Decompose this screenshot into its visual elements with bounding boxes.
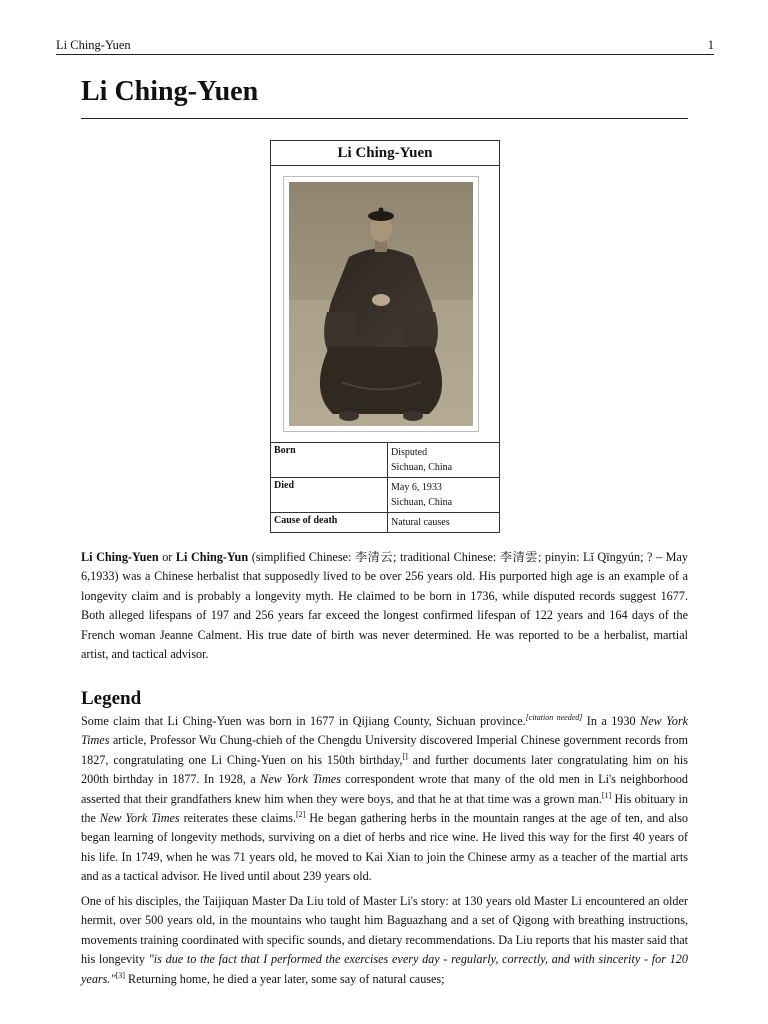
died-value-line: May 6, 1933 [391, 482, 442, 493]
text-run: reiterates these claims. [179, 811, 296, 826]
running-header [56, 38, 714, 55]
reference-link[interactable]: [2] [296, 809, 306, 819]
newspaper-name: New York Times [260, 772, 341, 787]
text-run: (simplified Chinese: 李清云; traditional Chinese: 李清雲; pinyin: Lǐ Qīngyún; ? – May 6,1933) was a Chinese herbalist that supposedly lived to be over 256 years old. His purported high age is an example of a longevity claim and is probably a longevity myth. He claimed to be born in 1736, while disputed records suggest 1677. Both alleged lifespans of 197 and 256 years far exceed the longest confirmed lifespan of 122 years and 164 days of the French woman Jeanne Calment. His true date of birth was never determined. He was reported to be a herbalist, martial artist, and tactical advisor. [81, 550, 688, 662]
infobox-label: Died [271, 478, 388, 512]
text-run: article, Professor Wu Chung-chieh of the Chengdu University discovered Imperial Chinese government records from 1827, congratulating one Li Ching-Yuen on his 150th birthday, [81, 733, 688, 767]
text-run: Some claim that Li Ching-Yuen was born in 1677 in Qijiang County, Sichuan province. [81, 714, 526, 728]
text-run: One of his disciples, the Taijiquan Master Da Liu told of Master Li's story: at 130 years old Master Li encountered an older hermit, over 500 years old, in the mountains who taught him Baguazhang and a set of Qigong with breathing instructions, movements training coordinated with specific sounds, and dietary recommendations. Da Liu reports that his master said that his longevity [81, 894, 688, 967]
text-run: He began gathering herbs in the mountain ranges at the age of ten, and also began learning of longevity methods, surviving on a diet of herbs and rice wine. He lived this way for the first 40 years of his life. In 1749, when he was 71 years old, he moved to Kai Xian to join the Chinese army as a teacher of the martial arts and as a tactical advisor. He lived until about 239 years old. [81, 811, 688, 884]
running-header-title: Li Ching-Yuen [56, 38, 131, 52]
infobox-value [388, 478, 499, 512]
died-value-line: Sichuan, China [391, 497, 453, 508]
infobox-row-born [271, 443, 499, 478]
article-title: Li Ching-Yuen [81, 76, 259, 107]
reference-link[interactable]: [3] [115, 970, 125, 980]
infobox [270, 140, 500, 533]
text-run: In a 1930 [582, 714, 640, 728]
infobox-row-died [271, 478, 499, 513]
disciples-paragraph [81, 892, 688, 989]
infobox-label: Cause of death [271, 513, 388, 532]
newspaper-name: New York Times [99, 811, 180, 826]
cause-value-line: Natural causes [391, 517, 450, 528]
newspaper-name: New York Times [81, 714, 688, 748]
page-number: 1 [707, 38, 714, 52]
quotation: "is due to the fact that I performed the exercises every day - regularly, correctly, and with sincerity - for 120 years." [81, 952, 688, 986]
infobox-row-cause-of-death [271, 513, 499, 532]
born-value-line: Disputed [391, 447, 428, 458]
reference-link[interactable]: [] [402, 751, 408, 761]
text-run: correspondent wrote that many of the old men in Li's neighborhood asserted that their grandfathers knew him when they were boys, and that he at that time was a grown man. [81, 772, 688, 806]
intro-paragraph [81, 548, 688, 664]
portrait-photo [289, 182, 473, 426]
subject-alt-name: Li Ching-Yun [175, 550, 249, 564]
infobox-label: Born [271, 443, 388, 477]
born-value-line: Sichuan, China [391, 462, 453, 473]
section-heading-legend: Legend [81, 688, 142, 709]
reference-link[interactable]: [1] [601, 790, 612, 800]
infobox-value [388, 513, 499, 532]
subject-name: Li Ching-Yuen [81, 550, 159, 564]
title-rule [81, 118, 688, 119]
infobox-image-cell [271, 166, 499, 443]
legend-paragraph [81, 712, 688, 887]
text-run: His obituary in the [81, 791, 688, 826]
text-run: or [158, 550, 176, 564]
infobox-caption: Li Ching-Yuen [271, 141, 499, 166]
citation-needed-link[interactable]: [citation needed] [525, 712, 583, 722]
infobox-value [388, 443, 499, 477]
portrait-frame [283, 176, 479, 432]
text-run: and further documents later congratulating him on his 200th birthday in 1877. In 1928, a [81, 752, 688, 787]
text-run: Returning home, he died a year later, some say of natural causes; [124, 971, 445, 986]
